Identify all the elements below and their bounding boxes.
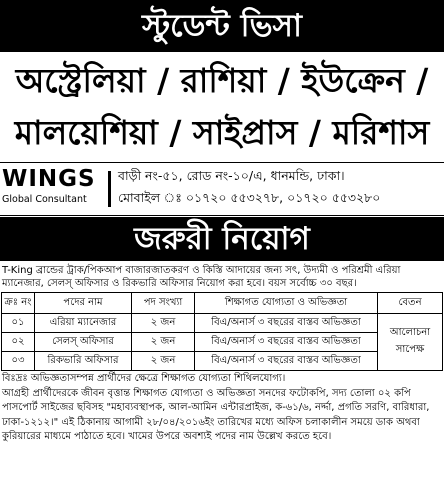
company-logo-name: WINGS	[2, 166, 96, 192]
destinations-line-1: অস্ট্রেলিয়া / রাশিয়া / ইউক্রেন /	[15, 61, 429, 100]
header-qualification: শিক্ষাগত যোগ্যতা ও অভিজ্ঞতা	[195, 293, 378, 314]
header-serial: ক্রঃ নং	[2, 293, 35, 314]
salary-cell: আলোচনা সাপেক্ষ	[378, 314, 443, 371]
company-phone: মোবাইল ঃ ০১৭২০ ৫৫৩২৭৮, ০১৭২০ ৫৫৩২৮০	[118, 190, 381, 205]
row-serial: ০২	[2, 333, 35, 352]
company-address: বাড়ী নং-৫১, রোড নং-১০/এ, ধানমন্ডি, ঢাকা।	[118, 168, 345, 183]
job-table-header-row	[2, 293, 443, 314]
header-post-name: পদের নাম	[35, 293, 132, 314]
destinations-line-2: মালয়েশিয়া / সাইপ্রাস / মরিশাস	[14, 113, 430, 152]
row-post-name: রিকভারি অফিসার	[35, 352, 132, 371]
row-post-count: ২ জন	[132, 333, 195, 352]
row-qualification: বিএ/অনার্স ৩ বছরের বাস্তব অভিজ্ঞতা	[195, 352, 378, 371]
table-row	[2, 352, 443, 371]
company-logo-subtitle: Global Consultant	[2, 194, 87, 205]
application-notes	[2, 372, 442, 445]
job-table	[1, 292, 443, 371]
note-relaxation: বিঃদ্রঃ অভিজ্ঞতাসম্পন্ন প্রার্থীদের ক্ষেত্রে শিক্ষাগত যোগ্যতা শিথিলযোগ্য।	[2, 373, 286, 384]
row-qualification: বিএ/অনার্স ৩ বছরের বাস্তব অভিজ্ঞতা	[195, 333, 378, 352]
header-post-count: পদ সংখ্যা	[132, 293, 195, 314]
student-visa-banner: স্টুডেন্ট ভিসা	[0, 0, 444, 52]
row-post-count: ২ জন	[132, 352, 195, 371]
job-intro-text: T-King ব্রান্ডের ট্রাক/পিকআপ বাজারজাতকরণ ও কিস্তি আদায়ের জন্য সৎ, উদ্যমী ও পরিশ্রমী এরিয়া ম্যানেজার, সেলস্ অফিসার ও রিকভারি অফিসার নিয়োগ করা হবে। বয়স সর্বোচ্চ ৩০ বছর।	[2, 265, 401, 289]
urgent-recruitment-banner: জরুরী নিয়োগ	[0, 217, 444, 261]
logo-divider	[108, 171, 111, 207]
header-salary: বেতন	[378, 293, 443, 314]
row-post-name: এরিয়া ম্যানেজার	[35, 314, 132, 333]
row-qualification: বিএ/অনার্স ৩ বছরের বাস্তব অভিজ্ঞতা	[195, 314, 378, 333]
note-application-instructions: আগ্রহী প্রার্থীদেরকে জীবন বৃত্তান্ত শিক্ষাগত যোগ্যতা ও অভিজ্ঞতা সনদের ফটোকপি, সদ্য তোলা ০২ কপি পাসপোর্ট সাইজের ছবিসহ "মহাব্যবস্থাপক, আল-আমিন এন্টারপ্রাইজ, ক-৬১/৬, নর্দ্দা, প্রগতি সরণি, বারিধারা, ঢাকা-১২১২।" এই ঠিকানায় আগামী ২৮/০৪/২০১৬ইং তারিখের মধ্যে অফিস চলাকালীন সময়ে ডাক অথবা কুরিয়ারের মাধ্যমে পাঠাতে হবে। খামের উপরে অবশ্যই পদের নাম উল্লেখ করতে হবে।	[2, 387, 430, 442]
table-row	[2, 314, 443, 333]
table-row	[2, 333, 443, 352]
row-serial: ০৩	[2, 352, 35, 371]
row-post-name: সেলস্ অফিসার	[35, 333, 132, 352]
row-post-count: ২ জন	[132, 314, 195, 333]
row-serial: ০১	[2, 314, 35, 333]
company-info-bar	[0, 162, 444, 216]
